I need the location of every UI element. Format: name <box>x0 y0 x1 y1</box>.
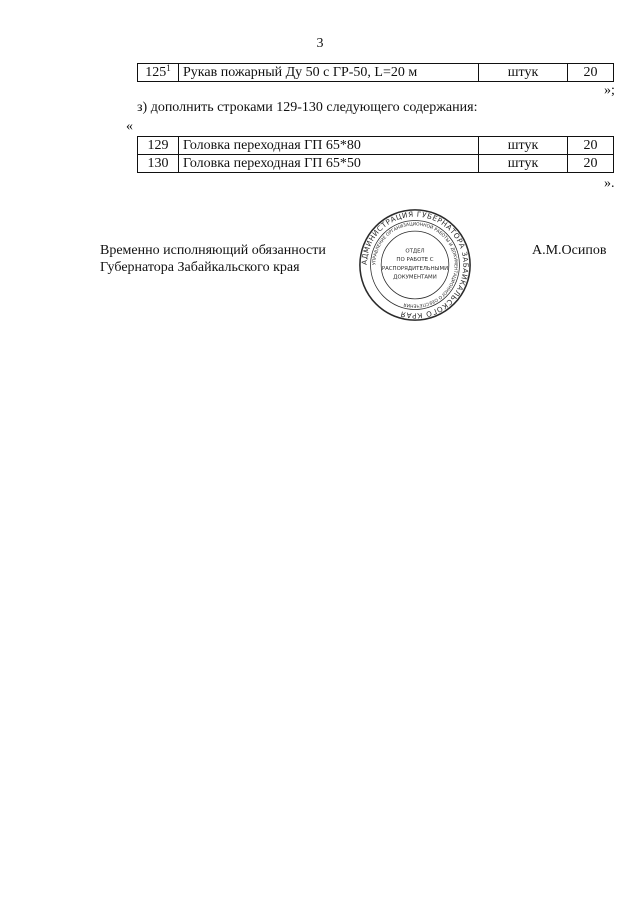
row-number-superscript: 1 <box>166 63 171 73</box>
quantity-cell: 20 <box>568 137 614 155</box>
unit-cell: штук <box>479 155 568 173</box>
stamp-outer-text: АДМИНИСТРАЦИЯ ГУБЕРНАТОРА ЗАБАЙКАЛЬСКОГО КРАЯ <box>359 209 471 321</box>
unit-cell: штук <box>479 137 568 155</box>
item-name-cell: Головка переходная ГП 65*80 <box>179 137 479 155</box>
svg-text:ДОКУМЕНТАМИ: ДОКУМЕНТАМИ <box>393 274 437 281</box>
instruction-text: з) дополнить строками 129-130 следующего содержания: <box>137 100 478 115</box>
items-table-bottom <box>137 136 614 173</box>
quantity-cell: 20 <box>568 64 614 82</box>
items-table-top <box>137 63 614 82</box>
signatory-name: А.М.Осипов <box>532 243 607 258</box>
row-number-cell: 130 <box>138 155 179 173</box>
table-row <box>138 137 614 155</box>
table-row <box>138 155 614 173</box>
page-number: 3 <box>316 36 324 51</box>
row-number: 125 <box>145 65 167 80</box>
signatory-position <box>100 242 326 276</box>
svg-text:ПО РАБОТЕ С: ПО РАБОТЕ С <box>396 257 434 264</box>
stamp-inner-ring-text: УПРАВЛЕНИЕ ОРГАНИЗАЦИОННОЙ РАБОТЫ И ДОКУМЕНТАЦИОННОГО ОБЕСПЕЧЕНИЯ <box>372 222 458 308</box>
svg-text:ОТДЕЛ: ОТДЕЛ <box>405 248 425 255</box>
position-line-1: Временно исполняющий обязанности <box>100 243 326 258</box>
stamp-center-text <box>382 248 448 280</box>
closing-quote-bottom: ». <box>604 176 615 191</box>
closing-quote-top: »; <box>604 83 615 98</box>
opening-quote: « <box>126 119 133 134</box>
row-number-cell <box>138 64 179 82</box>
table-row <box>138 64 614 82</box>
svg-text:РАСПОРЯДИТЕЛЬНЫМИ: РАСПОРЯДИТЕЛЬНЫМИ <box>381 265 449 272</box>
quantity-cell: 20 <box>568 155 614 173</box>
item-name-cell: Рукав пожарный Ду 50 с ГР-50, L=20 м <box>179 64 479 82</box>
official-stamp <box>357 207 473 323</box>
row-number-cell: 129 <box>138 137 179 155</box>
item-name-cell: Головка переходная ГП 65*50 <box>179 155 479 173</box>
unit-cell: штук <box>479 64 568 82</box>
position-line-2: Губернатора Забайкальского края <box>100 260 300 275</box>
